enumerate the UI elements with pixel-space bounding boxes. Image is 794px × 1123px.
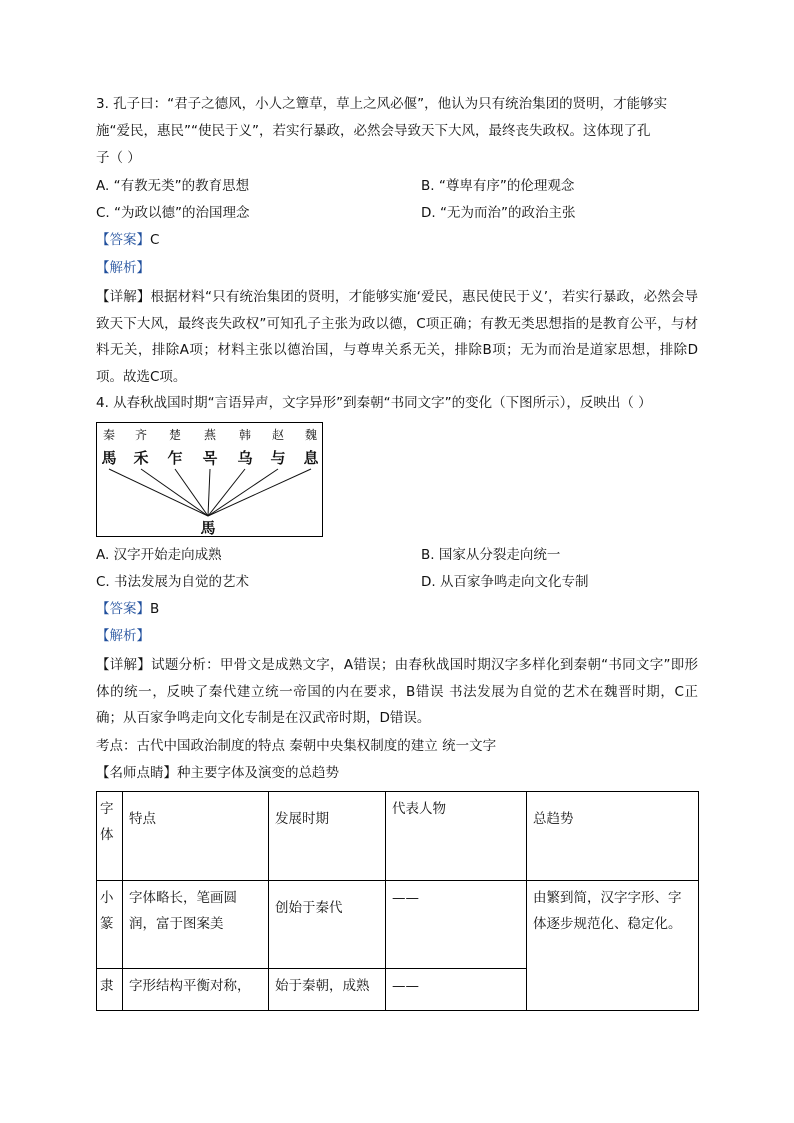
header-trend: 总趋势 [527, 792, 699, 881]
q4-option-b: B. 国家从分裂走向统一 [421, 547, 561, 563]
row2-font: 隶 [97, 969, 123, 1011]
q4-option-d: D. 从百家争鸣走向文化专制 [421, 574, 589, 590]
q3-answer [96, 230, 159, 250]
figure-line-zhao [208, 469, 278, 516]
figure-label-qin: 秦 [102, 428, 116, 442]
figure-line-qi [141, 469, 208, 516]
figure-line-yan [208, 469, 210, 516]
q4-analysis-tag: 【解析】 [96, 628, 150, 644]
row1-figures: —— [386, 881, 527, 969]
figure-glyph-zhao: 与 [270, 449, 286, 467]
q3-analysis-tag: 【解析】 [96, 260, 150, 276]
figure-label-yan: 燕 [203, 428, 217, 442]
q3-option-c: C. “为政以德”的治国理念 [96, 205, 250, 221]
script-evolution-figure [96, 422, 323, 537]
q3-option-b: B. “尊卑有序”的伦理观念 [421, 178, 575, 194]
figure-line-chu [175, 469, 208, 516]
script-figure-svg [97, 423, 324, 538]
q4-option-a: A. 汉字开始走向成熟 [96, 547, 222, 563]
figure-glyph-han: 乌 [237, 449, 253, 467]
figure-label-chu: 楚 [168, 428, 182, 442]
figure-glyph-qin: 馬 [101, 449, 117, 467]
row2-period: 始于秦朝，成熟 [269, 969, 386, 1011]
script-table [96, 791, 699, 1011]
figure-label-qi: 齐 [134, 428, 148, 442]
table-header-row [97, 792, 699, 881]
q3-stem-line3: 子（ ） [96, 150, 141, 166]
q4-answer-tag: 【答案】 [96, 601, 150, 617]
q3-detail-text: 根据材料“只有统治集团的贤明，才能够实施‘爱民，惠民使民于义’，若实行暴政，必然会导致天下大风，最终丧失政权”可知孔子主张为政以德，C项正确；有教无类思想指的是教育公平，与材料无关，排除A项；材料主张以德治国，与尊卑关系无关，排除B项；无为而治是道家思想，排除D项。故选C项。 [96, 289, 699, 385]
q4-option-c: C. 书法发展为自觉的艺术 [96, 574, 250, 590]
figure-glyph-yan: 목 [202, 449, 218, 467]
q3-detail [96, 284, 698, 390]
header-figures: 代表人物 [386, 792, 527, 881]
figure-label-wei: 魏 [304, 428, 318, 442]
q4-detail-tag: 【详解】 [96, 657, 152, 673]
q4-detail [96, 652, 698, 732]
q4-answer [96, 599, 159, 619]
figure-label-han: 韩 [238, 428, 252, 442]
q3-option-d: D. “无为而治”的政治主张 [421, 205, 576, 221]
row1-period: 创始于秦代 [269, 881, 386, 969]
q4-tip [96, 763, 339, 783]
row1-feature: 字体略长，笔画圆润，富于图案美 [123, 881, 269, 969]
figure-glyph-unified: 馬 [200, 519, 216, 537]
figure-glyph-chu: 乍 [167, 449, 183, 467]
figure-glyph-wei: 息 [303, 449, 319, 467]
header-font: 字体 [97, 792, 123, 881]
trend-cell: 由繁到简，汉字字形、字体逐步规范化、稳定化。 [527, 881, 699, 1011]
figure-line-qin [109, 469, 208, 516]
q4-answer-value: B [150, 601, 160, 617]
q3-stem-line1: 3. 孔子曰：“君子之德风，小人之簟草，草上之风必偃”，他认为只有统治集团的贤明，才能够实 [96, 96, 668, 112]
q3-answer-tag: 【答案】 [96, 232, 150, 248]
q3-answer-value: C [150, 232, 160, 248]
q4-stem: 4. 从春秋战国时期“言语异声，文字异形”到秦朝“书同文字”的变化（下图所示），反映出（ ） [96, 395, 652, 411]
q4-kaodian: 考点：古代中国政治制度的特点 秦朝中央集权制度的建立 统一文字 [96, 738, 497, 754]
figure-line-han [208, 469, 245, 516]
figure-line-wei [208, 469, 311, 516]
figure-label-zhao: 赵 [271, 428, 285, 442]
row2-figures: —— [386, 969, 527, 1011]
row1-font: 小篆 [97, 881, 123, 969]
table-row [97, 881, 699, 969]
q3-stem-line2: 施“爱民，惠民”“使民于义”，若实行暴政，必然会导致天下大风，最终丧失政权。这体现了孔 [96, 123, 651, 139]
figure-glyph-qi: 禾 [133, 449, 149, 467]
q3-option-a: A. “有教无类”的教育思想 [96, 178, 250, 194]
header-period: 发展时期 [269, 792, 386, 881]
q4-tip-tag: 【名师点睛】 [96, 765, 177, 781]
q4-detail-text: 试题分析：甲骨文是成熟文字，A错误；由春秋战国时期汉字多样化到秦朝“书同文字”即形体的统一，反映了秦代建立统一帝国的内在要求，B错误 书法发展为自觉的艺术在魏晋时期，C正确；从百家争鸣走向文化专制是在汉武帝时期，D错误。 [96, 657, 698, 726]
q3-detail-tag: 【详解】 [96, 289, 151, 305]
q4-tip-text: 种主要字体及演变的总趋势 [177, 765, 339, 781]
row2-feature: 字形结构平衡对称， [123, 969, 269, 1011]
header-feature: 特点 [123, 792, 269, 881]
